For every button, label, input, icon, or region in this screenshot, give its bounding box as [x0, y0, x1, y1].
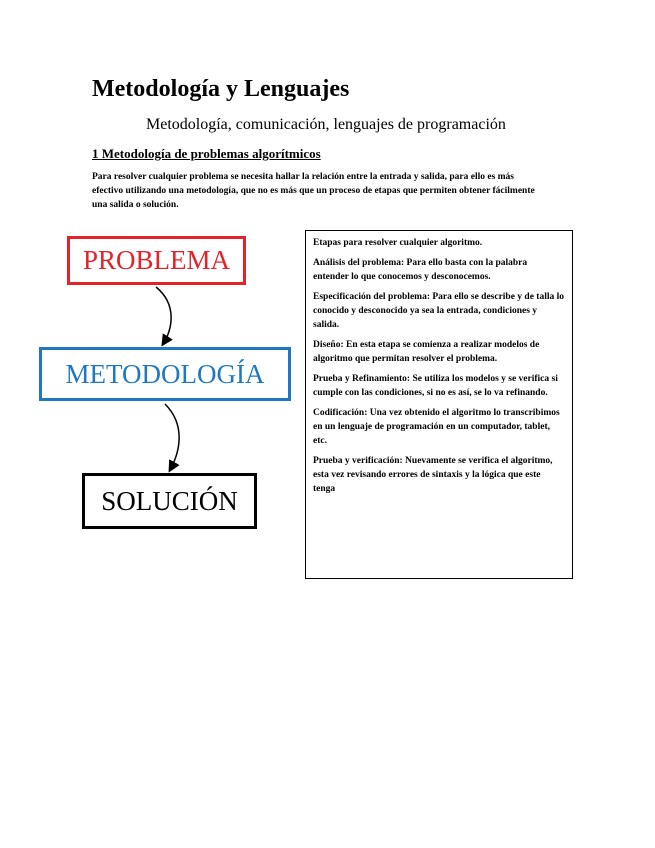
stages-heading: Etapas para resolver cualquier algoritmo. [313, 238, 483, 248]
document-subtitle: Metodología, comunicación, lenguajes de programación [146, 116, 506, 133]
intro-paragraph: Para resolver cualquier problema se necesita hallar la relación entre la entrada y salida, para ello es más efectivo utilizando una metodología, que no es más que un proceso de etapas que permiten obtener fácilmente una salida o solución. [92, 172, 535, 210]
stage-coding: Codificación: Una vez obtenido el algoritmo lo transcribimos en un lenguaje de programación en un computador, tablet, etc. [313, 408, 560, 446]
arrow-problem-to-method [156, 287, 171, 344]
stage-design: Diseño: En esta etapa se comienza a realizar modelos de algoritmo que permitan resolver el problema. [313, 340, 540, 364]
methodology-box: METODOLOGÍA [39, 347, 291, 401]
stage-testing-refinement: Prueba y Refinamiento: Se utiliza los modelos y se verifica si cumple con las condiciones, si no es así, se lo va refinando. [313, 374, 558, 398]
problem-box: PROBLEMA [67, 236, 246, 285]
solution-box: SOLUCIÓN [82, 473, 257, 529]
document-title: Metodología y Lenguajes [92, 76, 350, 102]
stage-specification: Especificación del problema: Para ello se describe y de talla lo conocido y desconocido ya sea la entrada, condiciones y salida. [313, 292, 565, 330]
stage-analysis: Análisis del problema: Para ello basta con la palabra entender lo que conocemos y desconocemos. [313, 258, 528, 282]
section-heading: 1 Metodología de problemas algorítmicos [92, 146, 321, 161]
arrow-method-to-solution [165, 404, 179, 470]
stage-verification: Prueba y verificación: Nuevamente se verifica el algoritmo, esta vez revisando errores de sintaxis y la lógica que este tenga [313, 456, 553, 494]
stages-panel [305, 230, 573, 579]
